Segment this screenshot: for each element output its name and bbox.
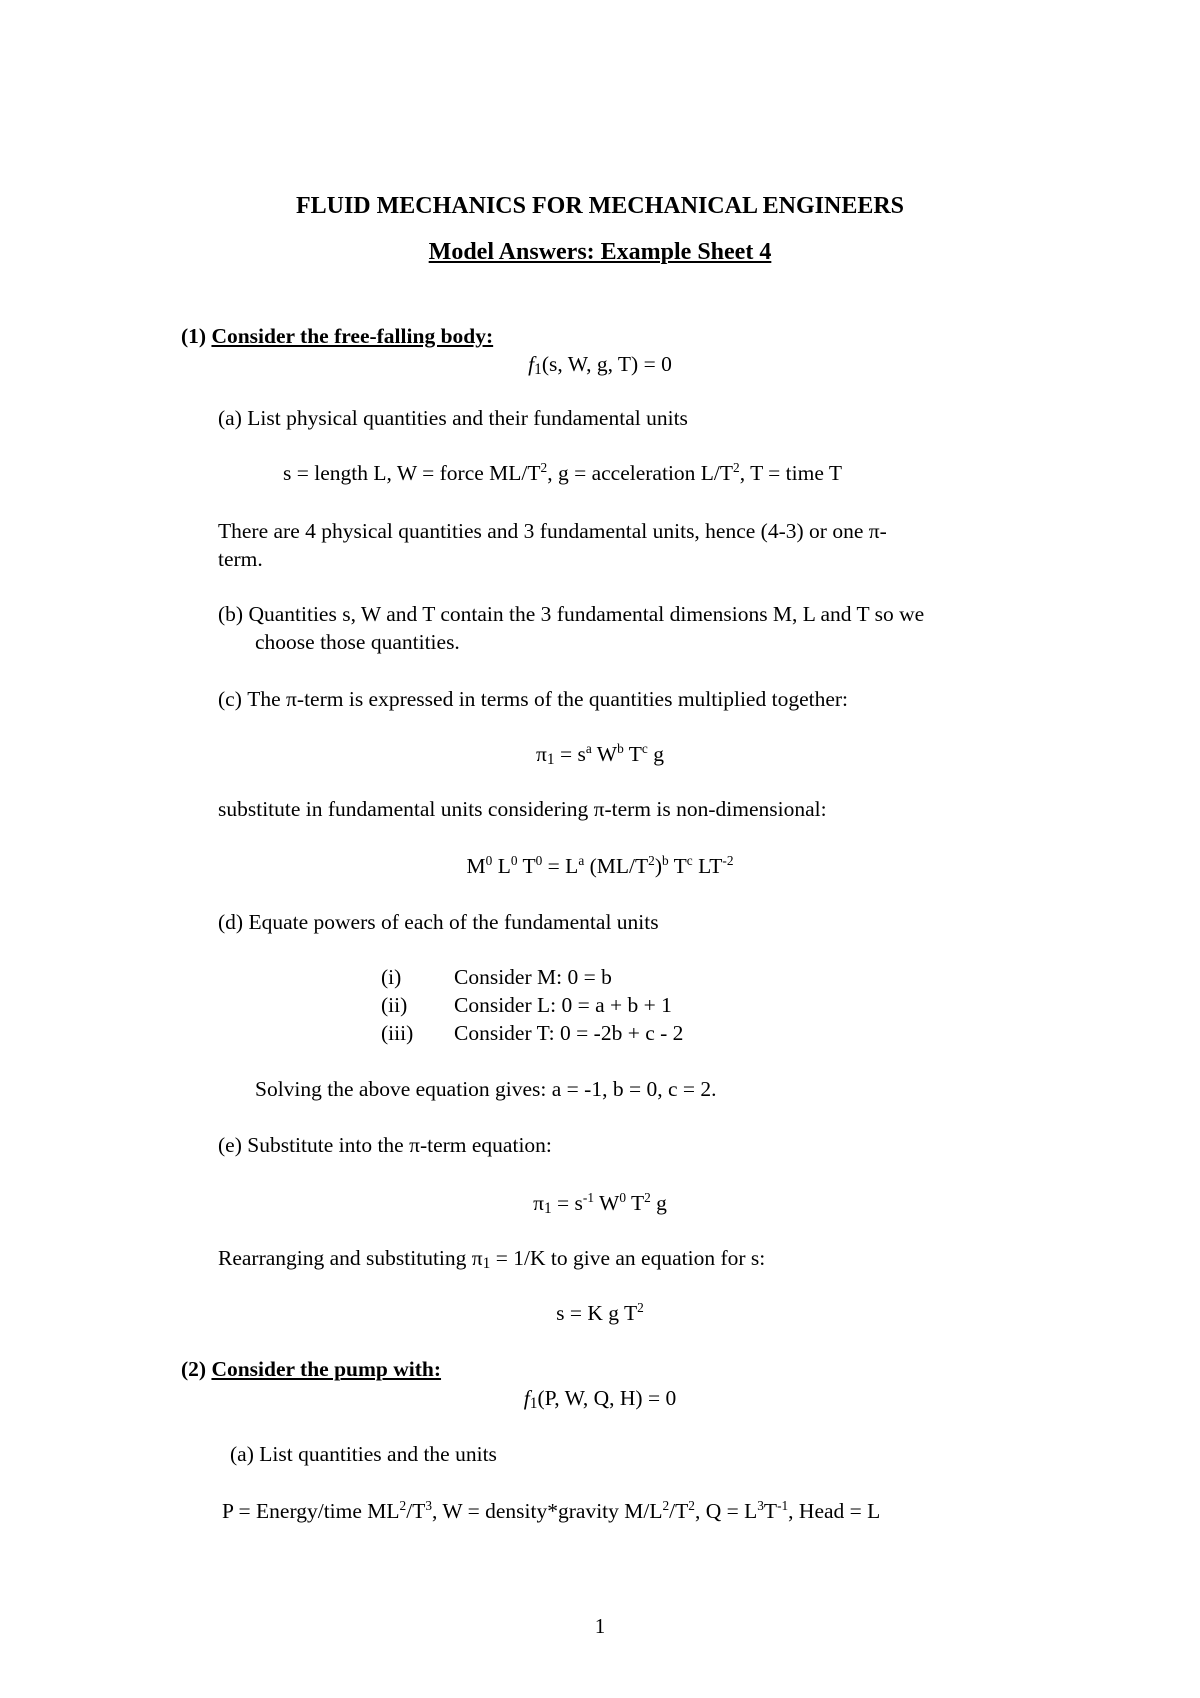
part-label: (d) (218, 910, 244, 934)
eq-exp: 0 (535, 852, 543, 868)
q1-d-item-text: Consider T: 0 = -2b + c - 2 (454, 1021, 684, 1045)
q1-heading-text: Consider the free-falling body: (211, 324, 494, 348)
q1-d-item-label: (iii) (381, 1021, 414, 1045)
func-name: f (528, 352, 535, 376)
eq-exp: a (578, 852, 585, 868)
q1-part-a (218, 404, 688, 432)
eq-exp: -2 (722, 852, 734, 868)
q1-d-item-label: (ii) (381, 993, 408, 1017)
eq-part: ) (654, 854, 662, 878)
q1-d-item-text: Consider L: 0 = a + b + 1 (454, 993, 672, 1017)
eq-sub: 1 (546, 750, 555, 768)
part-text: The π-term is expressed in terms of the quantities multiplied together: (247, 687, 849, 711)
q1-final-equation (0, 1299, 1200, 1327)
q2-number: (2) (181, 1357, 207, 1381)
part-label: (e) (218, 1133, 242, 1157)
part-text: List quantities and the units (259, 1442, 497, 1466)
q1-d-item-label: (i) (381, 965, 402, 989)
q1-part-c (218, 685, 848, 713)
units-exp: 2 (662, 1497, 670, 1513)
eq-exp: -1 (582, 1189, 595, 1205)
part-text: Quantities s, W and T contain the 3 fundamental dimensions M, L and T so we (248, 602, 925, 626)
q1-d-item-text: Consider M: 0 = b (454, 965, 612, 989)
part-text: Equate powers of each of the fundamental units (248, 910, 659, 934)
units-exp: 2 (733, 459, 740, 475)
units-part: T (763, 1499, 778, 1523)
q1-rearranging-text (218, 1244, 765, 1272)
eq-part: W (594, 1191, 620, 1215)
units-part: , W = density*gravity M/L (432, 1499, 663, 1523)
part-text: Substitute into the π-term equation: (247, 1133, 552, 1157)
units-part: , Head = L (788, 1499, 881, 1523)
q1-part-b-cont: choose those quantities. (255, 630, 460, 654)
text-sub: 1 (482, 1254, 491, 1272)
func-name: f (523, 1386, 530, 1410)
func-subscript: 1 (529, 1394, 538, 1412)
q1-part-d (218, 908, 659, 936)
text-part: Rearranging and substituting (218, 1246, 472, 1270)
q2-units-line (222, 1497, 880, 1525)
document-title: FLUID MECHANICS FOR MECHANICAL ENGINEERS (295, 193, 905, 219)
page-number: 1 (594, 1614, 606, 1638)
units-part: , Q = L (694, 1499, 758, 1523)
q2-part-a (230, 1440, 497, 1468)
eq-exp: 2 (644, 1189, 651, 1205)
eq-part: = s (554, 742, 586, 766)
eq-part: T (625, 1191, 645, 1215)
units-part: , g = acceleration L/T (547, 461, 734, 485)
q1-pi-equation-2 (0, 1189, 1200, 1217)
eq-part: π (533, 1191, 544, 1215)
eq-part: g (650, 1191, 667, 1215)
units-part: /T (406, 1499, 426, 1523)
eq-part: = s (551, 1191, 583, 1215)
eq-part: s = K g T (556, 1301, 638, 1325)
units-exp: -1 (777, 1497, 789, 1513)
eq-exp: 0 (510, 852, 518, 868)
q1-count-line-2: term. (218, 547, 263, 571)
func-args: (s, W, g, T) = 0 (541, 352, 672, 376)
part-label: (b) (218, 602, 244, 626)
units-part: /T (669, 1499, 689, 1523)
part-label: (a) (218, 406, 242, 430)
eq-exp: 2 (637, 1299, 644, 1315)
units-exp: 2 (399, 1497, 407, 1513)
q1-units-line (283, 459, 842, 487)
part-text: List physical quantities and their fundamental units (247, 406, 688, 430)
eq-part: T (517, 854, 536, 878)
q1-dimension-equation (0, 852, 1200, 880)
document-subtitle (0, 238, 1200, 266)
subtitle-text: Model Answers: Example Sheet 4 (428, 239, 772, 265)
text-part: π (471, 1246, 483, 1270)
eq-exp: 2 (648, 852, 655, 868)
eq-part: L (492, 854, 511, 878)
q2-heading (181, 1355, 441, 1383)
eq-exp: 0 (485, 852, 493, 868)
q1-solving-text: Solving the above equation gives: a = -1, b = 0, c = 2. (255, 1077, 717, 1101)
eq-part: (ML/T (584, 854, 649, 878)
eq-part: T (623, 742, 642, 766)
q2-heading-text: Consider the pump with: (211, 1357, 442, 1381)
func-subscript: 1 (534, 360, 542, 378)
eq-exp: a (585, 740, 592, 756)
part-label: (a) (230, 1442, 254, 1466)
q1-part-b (218, 600, 924, 628)
eq-part: W (591, 742, 618, 766)
units-exp: 3 (757, 1497, 764, 1513)
eq-exp: b (617, 740, 624, 756)
q1-substitute-text: substitute in fundamental units considering π-term is non-dimensional: (218, 797, 827, 821)
q1-part-e (218, 1131, 552, 1159)
eq-exp: c (686, 852, 693, 868)
eq-part: π (536, 742, 547, 766)
func-args: (P, W, Q, H) = 0 (537, 1386, 677, 1410)
units-part: P = Energy/time ML (222, 1499, 400, 1523)
eq-exp: 0 (619, 1189, 626, 1205)
eq-part: g (647, 742, 664, 766)
part-label: (c) (218, 687, 242, 711)
units-part: , T = time T (739, 461, 843, 485)
eq-exp: b (661, 852, 669, 868)
text-part: = 1/K to give an equation for s: (490, 1246, 766, 1270)
units-exp: 2 (540, 459, 548, 475)
units-exp: 2 (688, 1497, 695, 1513)
eq-part: = L (542, 854, 579, 878)
units-part: s = length L, W = force ML/T (283, 461, 541, 485)
q2-function-equation (0, 1384, 1200, 1412)
q1-count-line-1: There are 4 physical quantities and 3 fundamental units, hence (4-3) or one π- (218, 519, 887, 543)
q1-pi-equation-1 (0, 740, 1200, 768)
q1-function-equation (0, 350, 1200, 378)
eq-part: LT (692, 854, 723, 878)
eq-sub: 1 (543, 1199, 552, 1217)
q1-heading (181, 322, 493, 350)
eq-part: M (466, 854, 486, 878)
eq-part: T (668, 854, 687, 878)
eq-exp: c (641, 740, 648, 756)
units-exp: 3 (425, 1497, 432, 1513)
q1-number: (1) (181, 324, 207, 348)
